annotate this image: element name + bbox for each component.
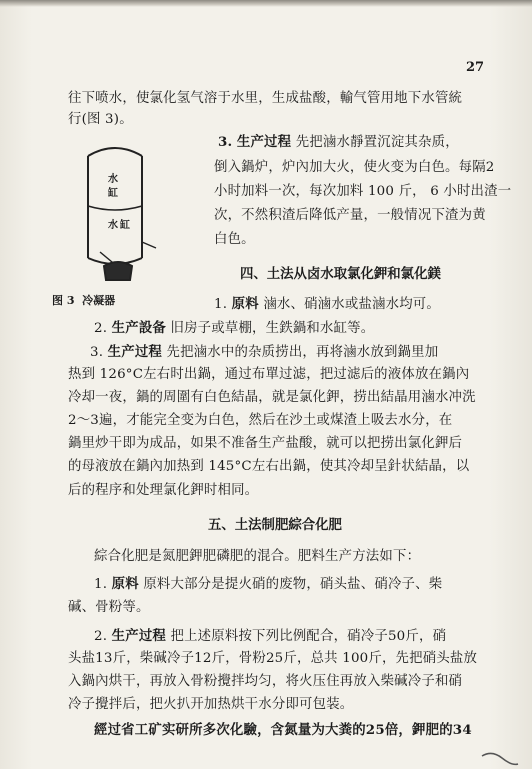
section-heading-4: 四、土法从卤水取氯化鉀和氯化鎂 [240, 266, 441, 282]
section5-item1 [94, 574, 442, 595]
scan-top-edge [0, 0, 532, 7]
text-line: 行(图 3)。 [68, 112, 133, 127]
item-text: 滷水、硝滷水或盐滷水均可。 [263, 297, 440, 312]
section4-item3 [90, 342, 438, 363]
item-number: 2. [94, 629, 108, 644]
figure-caption [52, 294, 115, 308]
text-line: 小时加料一次，每次加料 100 斤， 6 小时出渣一 [214, 184, 512, 199]
text-line: 入鍋內烘干，再放入骨粉攪拌均匀，将火压住再放入柴碱冷子和硝 [68, 674, 463, 689]
item-text: 先把滷水中的杂质捞出，再将滷水放到鍋里加 [166, 345, 439, 360]
text-line: 冷却一夜，鍋的周圍有白色結晶，就是氯化鉀，捞出結晶用滷水冲洗 [68, 390, 476, 405]
text-line: 2～3遍，才能完全变为白色，然后在沙土或煤渣上吸去水分，在 [68, 413, 453, 428]
text-line: 綜合化肥是氮肥鉀肥磷肥的混合。肥料生产方法如下： [94, 549, 421, 564]
vat-label-top-1: 水 [108, 174, 118, 185]
page-number: 27 [466, 60, 485, 75]
condenser-figure [60, 138, 170, 288]
text-line: 鍋里炒干即为成品，如果不准备生产盐酸，就可以把捞出氯化鉀后 [68, 436, 463, 451]
item-text: 先把滷水靜置沉淀其杂质， [295, 135, 459, 150]
text-line: 头盐13斤，柴碱冷子12斤，骨粉25斤，总共 100斤，先把硝头盐放 [68, 651, 478, 666]
item-number: 2. [94, 321, 108, 336]
item-text: 原料大部分是提火硝的废物，硝头盐、硝冷子、柴 [143, 577, 443, 592]
vat-label-bottom-1: 水 [108, 220, 118, 231]
item-number: 3. [90, 345, 104, 360]
section4-item1 [214, 294, 440, 315]
item-label: 生产过程 [107, 344, 163, 360]
text-line: 白色。 [214, 232, 255, 247]
item-label: 生产过程 [236, 134, 292, 150]
section5-item2 [94, 626, 446, 647]
item-label: 原料 [111, 576, 139, 592]
scan-mark-decoration [480, 746, 520, 766]
item-label: 生产設备 [111, 320, 167, 336]
item-number: 1. [94, 577, 108, 592]
text-line: 碱、骨粉等。 [68, 600, 150, 615]
text-line: 热到 126°C左右时出鍋，通过布單过滤，把过滤后的液体放在鍋內 [68, 367, 470, 382]
text-line: 冷子攪拌后，把火扒开加热烘干水分即可包装。 [68, 697, 354, 712]
item-text: 把上述原料按下列比例配合，硝冷子50斤，硝 [170, 629, 447, 644]
item-text: 旧房子或草棚，生鉄鍋和水缸等。 [170, 321, 375, 336]
text-line: 后的程序和处理氯化鉀时相同。 [68, 483, 259, 498]
figure-caption-number: 图 3 [52, 294, 75, 307]
item-label: 原料 [231, 296, 259, 312]
figure-caption-text: 冷凝器 [82, 294, 116, 307]
text-line: 次，不然积渣后降低产量，一般情况下渣为黄 [214, 208, 486, 223]
vat-label-bottom-2: 缸 [120, 220, 130, 231]
section-heading-5: 五、土法制肥綜合化肥 [208, 517, 342, 533]
text-line: 經过省工矿实研所多次化驗，含氮量为大粪的25倍，鉀肥的34 [94, 722, 472, 738]
vat-label-top-2: 缸 [108, 188, 118, 199]
text-line: 往下喷水，使氯化氢气溶于水里，生成盐酸，輸气管用地下水管統 [68, 91, 463, 106]
section4-item2 [94, 318, 374, 339]
item-number: 3. [218, 134, 233, 150]
text-line: 的母液放在鍋內加热到 145°C左右出鍋，使其冷却呈針状結晶，以 [68, 459, 470, 474]
process-heading-line [218, 132, 459, 153]
item-label: 生产过程 [111, 628, 167, 644]
item-number: 1. [214, 297, 228, 312]
text-line: 倒入鍋炉，炉內加大火，使火变为白色。每隔2 [214, 160, 495, 175]
